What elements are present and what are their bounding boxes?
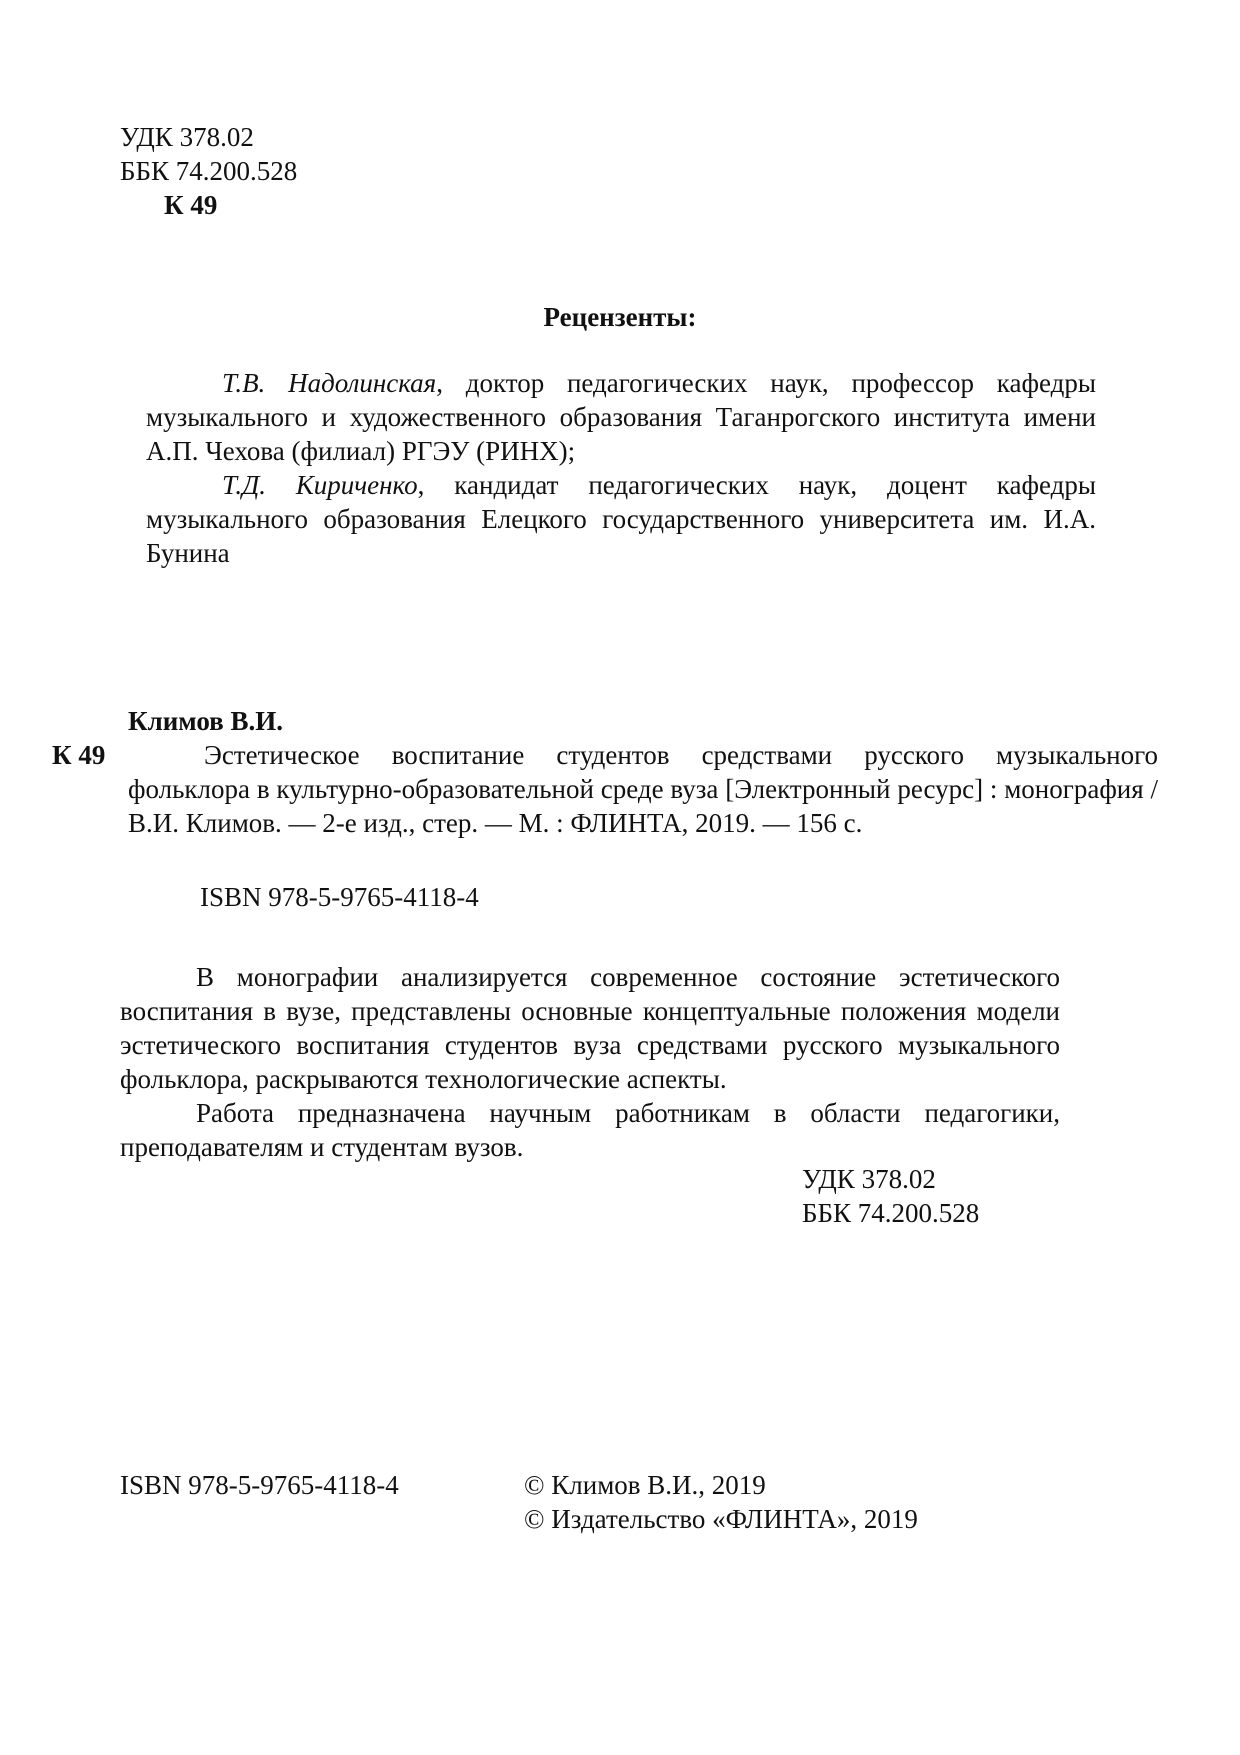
biblio-author-mark: К 49 bbox=[52, 740, 106, 770]
annotation-paragraph: Работа предназначена научным работникам в области педагогики, преподавателям и студентам вузов. bbox=[120, 1098, 1060, 1162]
reviewer-name: Т.Д. Кириченко bbox=[222, 470, 418, 500]
reviewers-heading: Рецензенты: bbox=[543, 302, 697, 332]
annotation-bbk: ББК 74.200.528 bbox=[802, 1198, 980, 1228]
reviewer-details: , доктор педагогических наук, профессор кафедры музыкального и художественного образования Таганрогского института имени А.П. Чехова (филиал) РГЭУ (РИНХ); bbox=[146, 368, 1096, 466]
biblio-isbn: ISBN 978-5-9765-4118-4 bbox=[200, 882, 479, 912]
footer-isbn: ISBN 978-5-9765-4118-4 bbox=[120, 1470, 399, 1500]
bbk-code: ББК 74.200.528 bbox=[120, 156, 298, 186]
reviewer-name: Т.В. Надолинская bbox=[222, 368, 437, 398]
annotation-codes bbox=[802, 1162, 979, 1230]
classification-codes bbox=[120, 120, 297, 222]
copyright-author: © Климов В.И., 2019 bbox=[524, 1470, 766, 1500]
annotation-udk: УДК 378.02 bbox=[802, 1164, 936, 1194]
biblio-description: Эстетическое воспитание студентов средствами русского музыкального фольклора в культурно-образовательной среде вуза [Электронный ресурс] : монография / В.И. Климов. — 2-е изд., стер. — М. : ФЛИНТА, 2019. — 156 с. bbox=[128, 740, 1158, 838]
copyright-publisher: © Издательство «ФЛИНТА», 2019 bbox=[524, 1504, 918, 1534]
copyright-block bbox=[524, 1468, 918, 1536]
udk-code: УДК 378.02 bbox=[120, 122, 254, 152]
reviewers-list bbox=[146, 366, 1096, 570]
author-mark: К 49 bbox=[164, 190, 218, 220]
annotation-block bbox=[120, 960, 1060, 1164]
reviewer-entry bbox=[146, 468, 1096, 570]
biblio-author: Климов В.И. bbox=[128, 706, 283, 736]
annotation-paragraph: В монографии анализируется современное состояние эстетического воспитания в вузе, представлены основные концептуальные положения модели эстетического воспитания студентов вуза средствами русского музыкального фольклора, раскрываются технологические аспекты. bbox=[120, 962, 1060, 1094]
reviewer-details: , кандидат педагогических наук, доцент кафедры музыкального образования Елецкого государственного университета им. И.А. Бунина bbox=[146, 470, 1096, 568]
biblio-description-block bbox=[128, 738, 1158, 840]
reviewer-entry bbox=[146, 366, 1096, 468]
